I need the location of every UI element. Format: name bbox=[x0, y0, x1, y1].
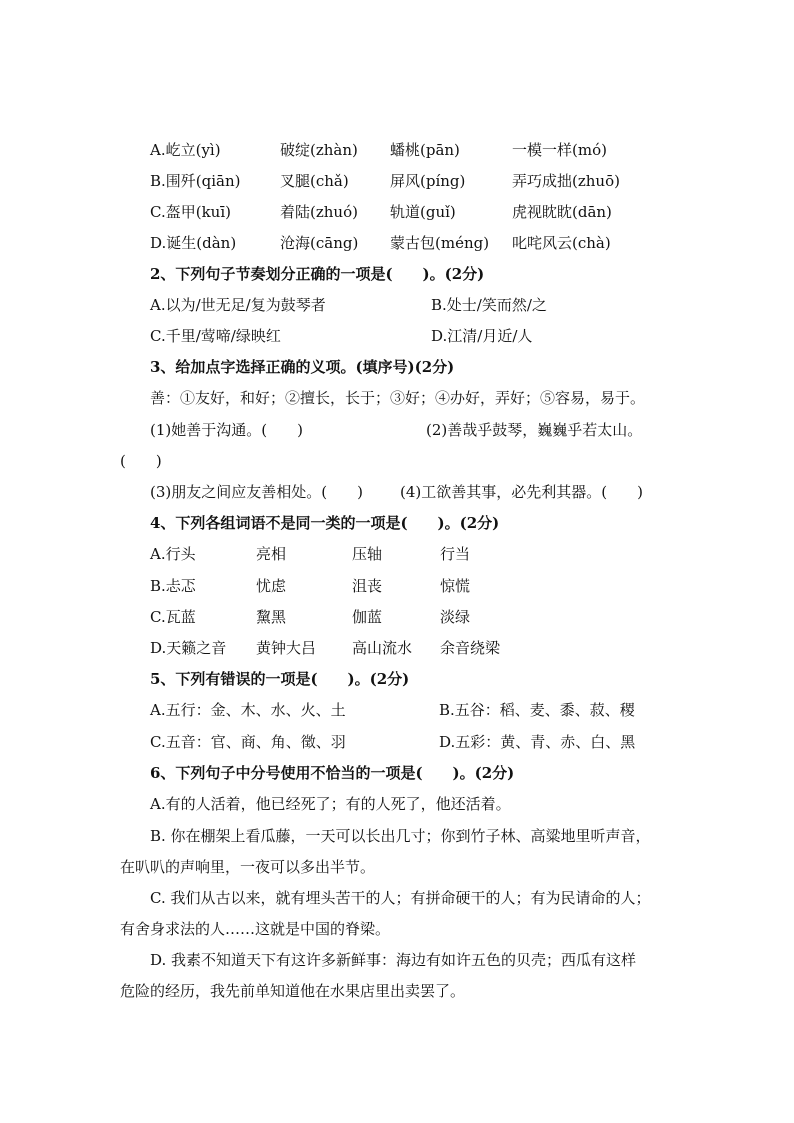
q3-meanings: 善：①友好，和好；②擅长，长于；③好；④办好，弄好；⑤容易，易于。 bbox=[150, 389, 646, 407]
q4-a-3: 压轴 bbox=[352, 545, 383, 563]
q6-option-a: A.有的人活着，他已经死了；有的人死了，他还活着。 bbox=[150, 795, 511, 813]
q1-c-3: 轨道(guǐ) bbox=[390, 203, 456, 221]
q2-option-a: A.以为/世无足/复为鼓琴者 bbox=[150, 296, 326, 314]
q1-d-2: 沧海(cāng) bbox=[280, 234, 359, 252]
q1-b-1: B.围歼(qiān) bbox=[150, 172, 241, 190]
q1-a-3: 蟠桃(pān) bbox=[390, 141, 460, 159]
q4-d-3: 高山流水 bbox=[352, 639, 413, 657]
q4-b-4: 惊慌 bbox=[440, 577, 471, 595]
q6-option-b-line1: B. 你在棚架上看瓜藤，一天可以长出几寸；你到竹子林、高粱地里听声音， bbox=[150, 827, 651, 845]
q4-c-3: 伽蓝 bbox=[352, 608, 383, 626]
q4-b-1: B.忐忑 bbox=[150, 577, 196, 595]
q5-option-d: D.五彩：黄、青、赤、白、黑 bbox=[439, 733, 636, 751]
q3-title: 3、给加点字选择正确的义项。(填序号)(2分) bbox=[150, 358, 455, 376]
q4-a-1: A.行头 bbox=[150, 545, 196, 563]
q2-option-b: B.处士/笑而然/之 bbox=[431, 296, 547, 314]
q5-option-c: C.五音：官、商、角、徵、羽 bbox=[150, 733, 346, 751]
q3-item-3: (3)朋友之间应友善相处。( ) bbox=[150, 483, 363, 501]
q1-b-3: 屏风(píng) bbox=[390, 172, 466, 190]
q1-d-4: 叱咤风云(chà) bbox=[512, 234, 611, 252]
q3-item-4: (4)工欲善其事，必先利其器。( ) bbox=[400, 483, 643, 501]
q2-title: 2、下列句子节奏划分正确的一项是( )。(2分) bbox=[150, 265, 485, 283]
q1-a-4: 一模一样(mó) bbox=[512, 141, 607, 159]
q4-c-1: C.瓦蓝 bbox=[150, 608, 196, 626]
q6-title: 6、下列句子中分号使用不恰当的一项是( )。(2分) bbox=[150, 764, 515, 782]
q1-b-2: 叉腿(chǎ) bbox=[280, 172, 349, 190]
q1-c-1: C.盔甲(kuī) bbox=[150, 203, 231, 221]
q4-c-4: 淡绿 bbox=[440, 608, 471, 626]
q6-option-d-line2: 危险的经历，我先前单知道他在水果店里出卖罢了。 bbox=[120, 982, 466, 1000]
q1-d-1: D.诞生(dàn) bbox=[150, 234, 237, 252]
q1-c-2: 着陆(zhuó) bbox=[280, 203, 358, 221]
q4-d-4: 余音绕梁 bbox=[440, 639, 501, 657]
q5-option-b: B.五谷：稻、麦、黍、菽、稷 bbox=[439, 701, 635, 719]
q4-a-2: 亮相 bbox=[256, 545, 287, 563]
q5-option-a: A.五行：金、木、水、火、土 bbox=[150, 701, 346, 719]
q4-b-2: 忧虑 bbox=[256, 577, 287, 595]
q1-d-3: 蒙古包(méng) bbox=[390, 234, 490, 252]
q3-item-2-answer: ( ) bbox=[120, 452, 162, 470]
q6-option-b-line2: 在叭叭的声响里，一夜可以多出半节。 bbox=[120, 858, 376, 876]
q4-title: 4、下列各组词语不是同一类的一项是( )。(2分) bbox=[150, 514, 500, 532]
q4-b-3: 沮丧 bbox=[352, 577, 383, 595]
q6-option-c-line1: C. 我们从古以来，就有埋头苦干的人；有拼命硬干的人；有为民请命的人； bbox=[150, 889, 651, 907]
q1-a-1: A.屹立(yì) bbox=[150, 141, 221, 159]
q3-item-1: (1)她善于沟通。( ) bbox=[150, 421, 303, 439]
q5-title: 5、下列有错误的一项是( )。(2分) bbox=[150, 670, 410, 688]
q6-option-c-line2: 有舍身求法的人……这就是中国的脊梁。 bbox=[120, 920, 391, 938]
q3-item-2: (2)善哉乎鼓琴，巍巍乎若太山。 bbox=[426, 421, 643, 439]
q4-d-1: D.天籁之音 bbox=[150, 639, 227, 657]
q2-option-d: D.江清/月近/人 bbox=[431, 327, 533, 345]
q4-c-2: 黧黑 bbox=[256, 608, 287, 626]
q1-b-4: 弄巧成拙(zhuō) bbox=[512, 172, 620, 190]
q2-option-c: C.千里/莺啼/绿映红 bbox=[150, 327, 281, 345]
q1-a-2: 破绽(zhàn) bbox=[280, 141, 358, 159]
q4-a-4: 行当 bbox=[440, 545, 471, 563]
q6-option-d-line1: D. 我素不知道天下有这许多新鲜事：海边有如许五色的贝壳；西瓜有这样 bbox=[150, 951, 637, 969]
q4-d-2: 黄钟大吕 bbox=[256, 639, 317, 657]
q1-c-4: 虎视眈眈(dān) bbox=[512, 203, 612, 221]
